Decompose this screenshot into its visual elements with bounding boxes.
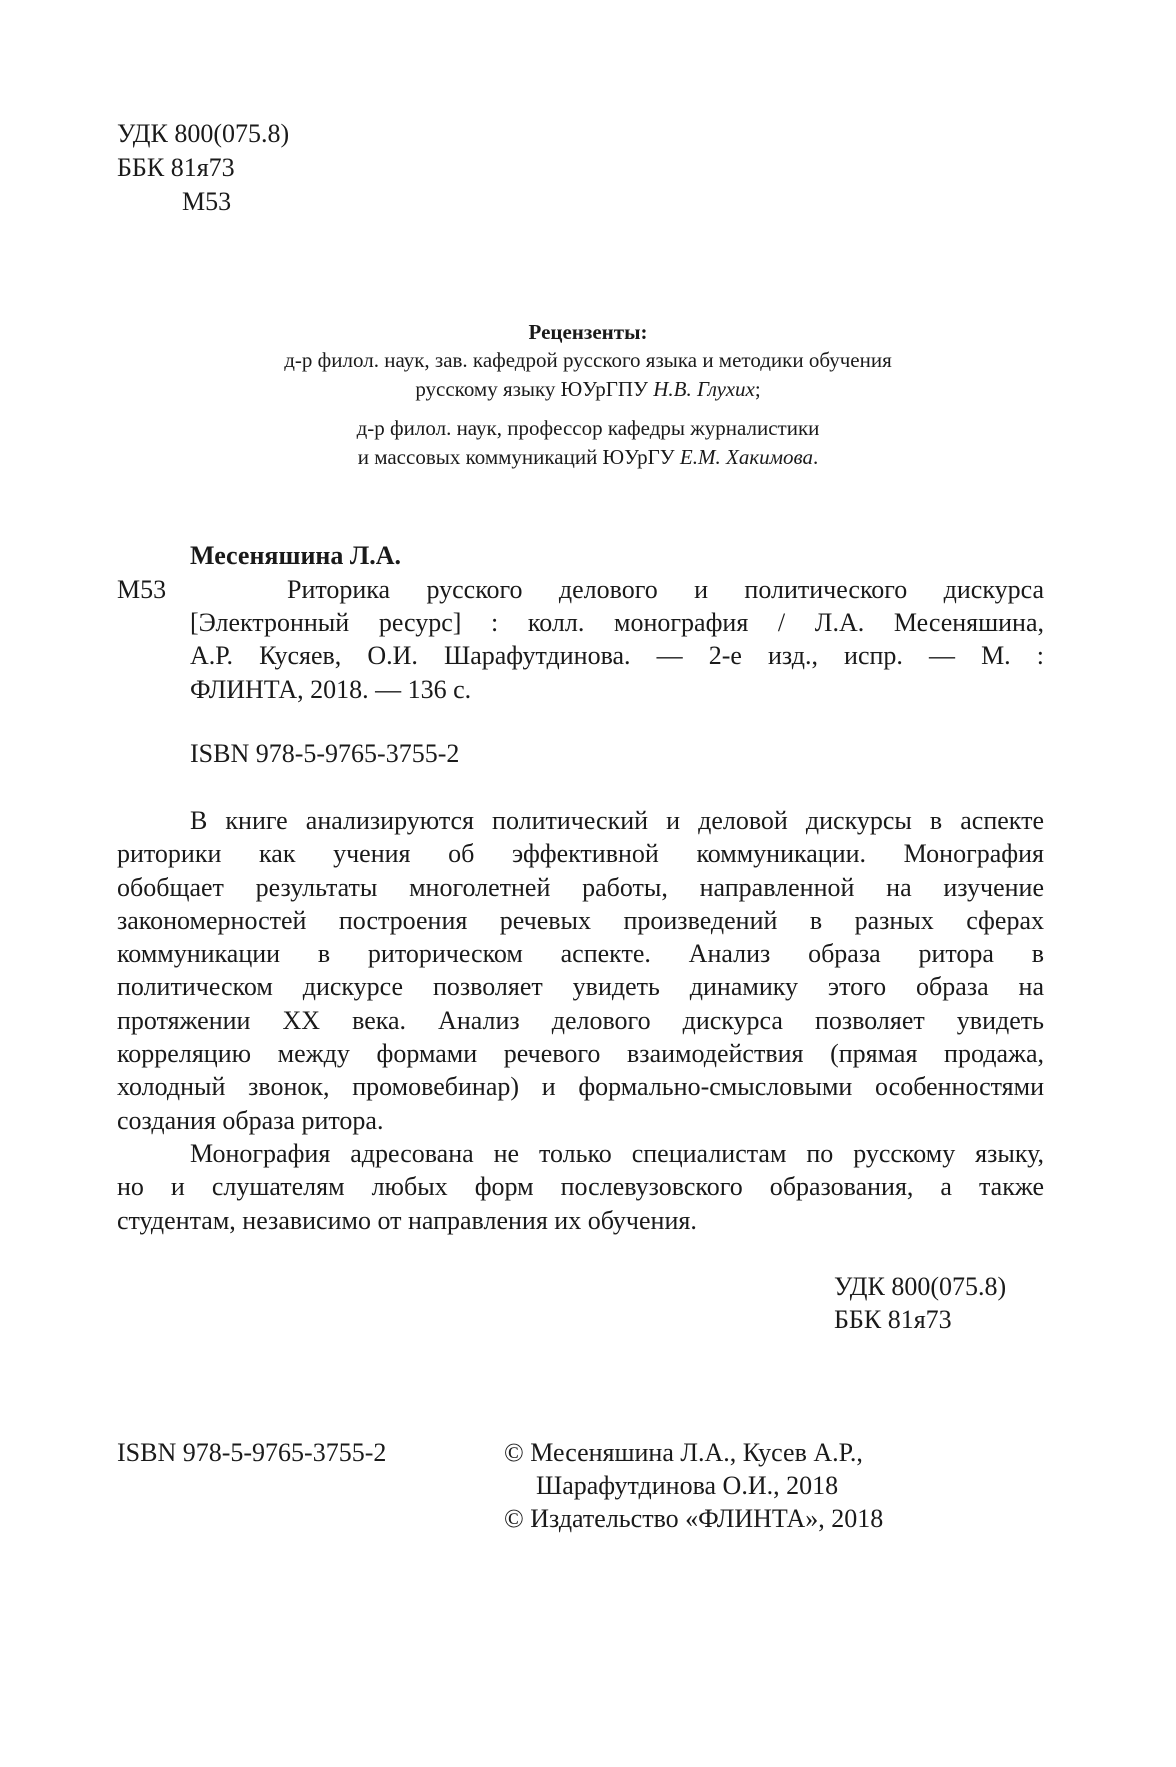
author-mark: М53 [182, 187, 232, 216]
copyright-authors: © Месеняшина Л.А., Кусев А.Р., [504, 1438, 863, 1467]
reviewer-2-name: Е.М. Хакимова [679, 445, 814, 469]
abstract-p1-line: коммуникации в риторическом аспекте. Анализ образа ритора в [117, 939, 1044, 969]
catalog-line-2: [Электронный ресурс] : колл. монография / Л.А. Месеняшина, [190, 608, 1044, 637]
footer-bbk-code: ББК 81я73 [834, 1305, 952, 1334]
catalog-line-1: Риторика русского делового и политического дискурса [287, 575, 1044, 604]
reviewer-2-punct: . [813, 445, 819, 469]
abstract-p1-line: В книге анализируются политический и деловой дискурсы в аспекте [190, 806, 1044, 835]
reviewer-2-affiliation: и массовых коммуникаций ЮУрГУ [357, 445, 680, 469]
reviewer-1-punct: ; [754, 377, 761, 401]
catalog-title-first-line [287, 573, 1044, 606]
abstract-paragraph-1 [117, 804, 1044, 1137]
abstract-p1-line: холодный звонок, промовебинар) и формально-смысловыми особенностями [117, 1072, 1044, 1102]
copyright-authors-cont: Шарафутдинова О.И., 2018 [536, 1471, 839, 1500]
reviewer-1-name: Н.В. Глухих [653, 377, 755, 401]
udk-code: УДК 800(075.8) [117, 119, 290, 148]
catalog-isbn: ISBN 978-5-9765-3755-2 [190, 739, 460, 768]
copyright-isbn: ISBN 978-5-9765-3755-2 [117, 1438, 387, 1467]
reviewer-1-line-2 [0, 375, 1176, 403]
catalog-author: Месеняшина Л.А. [190, 541, 402, 570]
copyright-publisher: © Издательство «ФЛИНТА», 2018 [504, 1504, 884, 1533]
catalog-description [190, 606, 1044, 706]
catalog-code: М53 [117, 575, 167, 604]
abstract-paragraph-2 [117, 1137, 1044, 1237]
reviewer-2-line-2 [0, 443, 1176, 471]
abstract-p2-line: Монография адресована не только специалистам по русскому языку, [190, 1139, 1044, 1168]
abstract-p1-line: корреляцию между формами речевого взаимодействия (прямая продажа, [117, 1039, 1044, 1069]
reviewer-1-affiliation: русскому языку ЮУрГПУ [415, 377, 654, 401]
abstract-p1-line: политическом дискурсе позволяет увидеть динамику этого образа на [117, 972, 1044, 1002]
catalog-line-4: ФЛИНТА, 2018. — 136 с. [190, 674, 472, 704]
abstract-p1-line: закономерностей построения речевых произведений в разных сферах [117, 905, 1044, 935]
catalog-line-3: А.Р. Кусяев, О.И. Шарафутдинова. — 2-е изд., испр. — М. : [190, 641, 1044, 671]
abstract-p1-line: протяжении XX века. Анализ делового дискурса позволяет увидеть [117, 1005, 1044, 1035]
reviewer-2-line-1: д-р филол. наук, профессор кафедры журналистики [356, 416, 820, 440]
abstract-p1-line: создания образа ритора. [117, 1105, 384, 1135]
abstract-p2-line: студентам, независимо от направления их обучения. [117, 1205, 697, 1235]
abstract-p1-line: обобщает результаты многолетней работы, направленной на изучение [117, 872, 1044, 902]
abstract-p1-line: риторики как учения об эффективной коммуникации. Монография [117, 839, 1044, 869]
reviewers-title: Рецензенты: [528, 320, 648, 344]
reviewer-1-line-1: д-р филол. наук, зав. кафедрой русского языка и методики обучения [284, 348, 892, 372]
footer-udk-code: УДК 800(075.8) [834, 1272, 1007, 1301]
bbk-code: ББК 81я73 [117, 153, 235, 182]
abstract-p2-line: но и слушателям любых форм послевузовского образования, а также [117, 1172, 1044, 1202]
